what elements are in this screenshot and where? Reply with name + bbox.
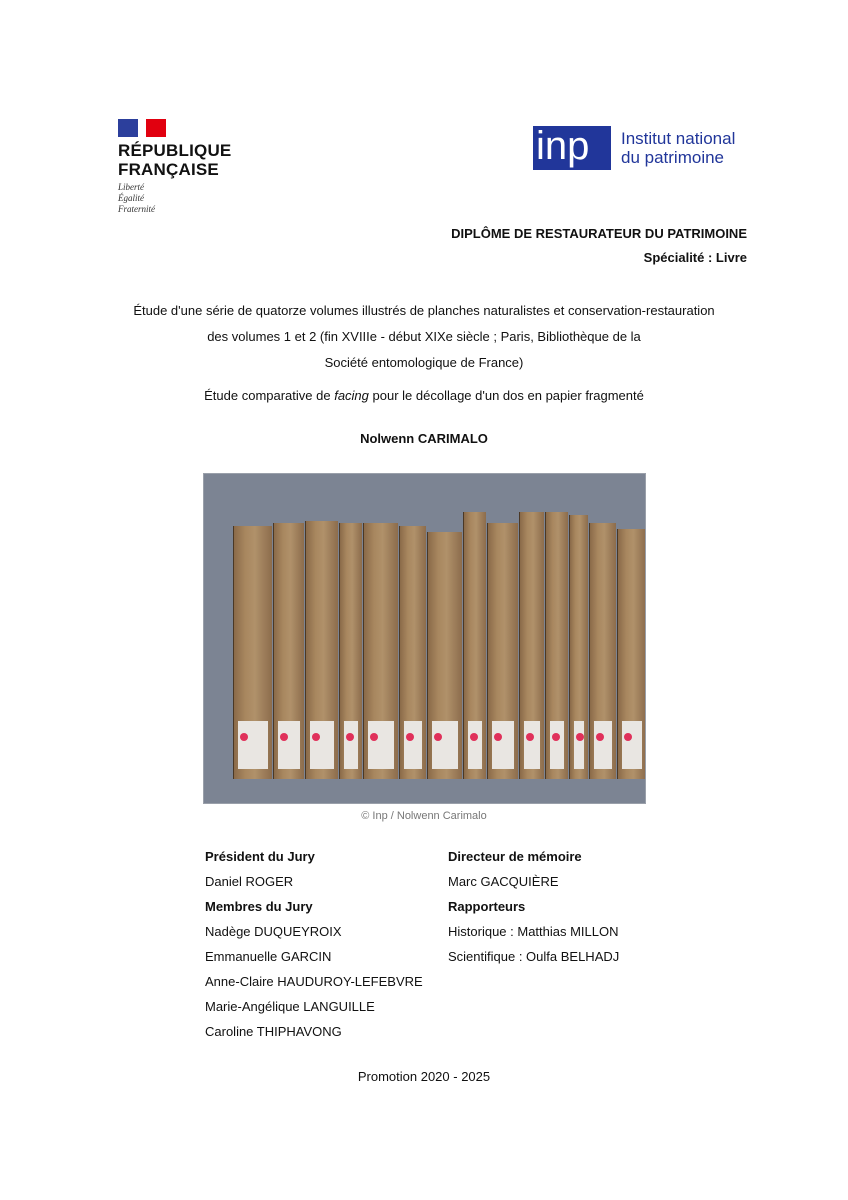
spine-label bbox=[344, 721, 358, 769]
spine-label bbox=[310, 721, 334, 769]
spine-label bbox=[622, 721, 642, 769]
inp-name-line1: Institut national bbox=[621, 129, 736, 148]
red-stamp-icon bbox=[434, 733, 442, 741]
spine-label bbox=[550, 721, 564, 769]
rf-name bbox=[118, 141, 231, 179]
red-stamp-icon bbox=[494, 733, 502, 741]
red-stamp-icon bbox=[552, 733, 560, 741]
spine-label bbox=[278, 721, 300, 769]
red-stamp-icon bbox=[406, 733, 414, 741]
book-spine bbox=[399, 526, 426, 779]
spine-label bbox=[594, 721, 612, 769]
book-spine bbox=[589, 523, 616, 779]
president-heading: Président du Jury bbox=[205, 849, 315, 864]
spine-label bbox=[404, 721, 422, 769]
red-stamp-icon bbox=[280, 733, 288, 741]
republique-francaise-logo bbox=[118, 119, 231, 215]
rapporteur: Historique : Matthias MILLON bbox=[448, 924, 619, 939]
red-stamp-icon bbox=[370, 733, 378, 741]
president-name: Daniel ROGER bbox=[205, 874, 294, 889]
inp-acronym: inp bbox=[533, 126, 611, 170]
jury-member: Nadège DUQUEYROIX bbox=[205, 924, 342, 939]
book-spine bbox=[617, 529, 646, 779]
red-stamp-icon bbox=[312, 733, 320, 741]
motto-fraternite: Fraternité bbox=[118, 204, 155, 214]
book-spine bbox=[273, 523, 304, 779]
author-name: Nolwenn CARIMALO bbox=[360, 431, 488, 446]
thesis-title-line3: Société entomologique de France) bbox=[324, 355, 524, 370]
red-stamp-icon bbox=[526, 733, 534, 741]
spine-label bbox=[368, 721, 394, 769]
red-stamp-icon bbox=[240, 733, 248, 741]
spine-label bbox=[524, 721, 540, 769]
motto-liberte: Liberté bbox=[118, 182, 144, 192]
rapporteurs-heading: Rapporteurs bbox=[448, 899, 526, 914]
inp-name-line2: du patrimoine bbox=[621, 148, 725, 167]
book-spine bbox=[305, 521, 338, 780]
book-spines bbox=[233, 504, 623, 779]
spine-label bbox=[574, 721, 584, 769]
spine-label bbox=[492, 721, 514, 769]
inp-name bbox=[621, 129, 735, 167]
jury-member: Anne-Claire HAUDUROY-LEFEBVRE bbox=[205, 974, 423, 989]
jury-member: Caroline THIPHAVONG bbox=[205, 1024, 342, 1039]
subtitle-text-before: Étude comparative de bbox=[204, 388, 335, 403]
diploma-title: DIPLÔME DE RESTAURATEUR DU PATRIMOINE bbox=[451, 226, 747, 241]
specialty: Spécialité : Livre bbox=[643, 250, 747, 265]
book-spine bbox=[545, 512, 568, 779]
jury-right-column bbox=[448, 844, 619, 969]
marianne-flag-icon bbox=[118, 119, 166, 137]
book-spine bbox=[233, 526, 272, 779]
red-stamp-icon bbox=[470, 733, 478, 741]
spine-label bbox=[468, 721, 482, 769]
subtitle-italic-term: facing bbox=[334, 388, 369, 403]
jury-member: Marie-Angélique LANGUILLE bbox=[205, 999, 375, 1014]
jury-member: Emmanuelle GARCIN bbox=[205, 949, 332, 964]
inp-logo bbox=[533, 126, 735, 170]
spine-label bbox=[432, 721, 458, 769]
rf-name-line1: RÉPUBLIQUE bbox=[118, 141, 232, 160]
book-spine bbox=[569, 515, 588, 779]
red-stamp-icon bbox=[346, 733, 354, 741]
cover-photo-book-spines bbox=[203, 473, 646, 804]
thesis-title-line1: Étude d'une série de quatorze volumes illustrés de planches naturalistes et conservation-restauration bbox=[133, 303, 715, 318]
rf-motto bbox=[118, 182, 231, 215]
members-heading: Membres du Jury bbox=[205, 899, 313, 914]
book-spine bbox=[339, 523, 362, 779]
thesis-subtitle bbox=[0, 388, 848, 403]
book-spine bbox=[519, 512, 544, 779]
book-spine bbox=[427, 532, 462, 780]
director-name: Marc GACQUIÈRE bbox=[448, 874, 559, 889]
red-stamp-icon bbox=[576, 733, 584, 741]
subtitle-text-after: pour le décollage d'un dos en papier fragmenté bbox=[368, 388, 644, 403]
motto-egalite: Égalité bbox=[118, 193, 144, 203]
book-spine bbox=[463, 512, 486, 779]
director-heading: Directeur de mémoire bbox=[448, 849, 582, 864]
thesis-title-line2: des volumes 1 et 2 (fin XVIIIe - début XIXe siècle ; Paris, Bibliothèque de la bbox=[207, 329, 641, 344]
red-stamp-icon bbox=[596, 733, 604, 741]
book-spine bbox=[363, 523, 398, 779]
spine-label bbox=[238, 721, 268, 769]
thesis-title bbox=[0, 298, 848, 376]
promotion: Promotion 2020 - 2025 bbox=[357, 1069, 491, 1084]
photo-caption: © Inp / Nolwenn Carimalo bbox=[361, 810, 487, 822]
jury-left-column bbox=[205, 844, 423, 1044]
rapporteur: Scientifique : Oulfa BELHADJ bbox=[448, 949, 620, 964]
book-spine bbox=[487, 523, 518, 779]
red-stamp-icon bbox=[624, 733, 632, 741]
rf-name-line2: FRANÇAISE bbox=[118, 160, 219, 179]
